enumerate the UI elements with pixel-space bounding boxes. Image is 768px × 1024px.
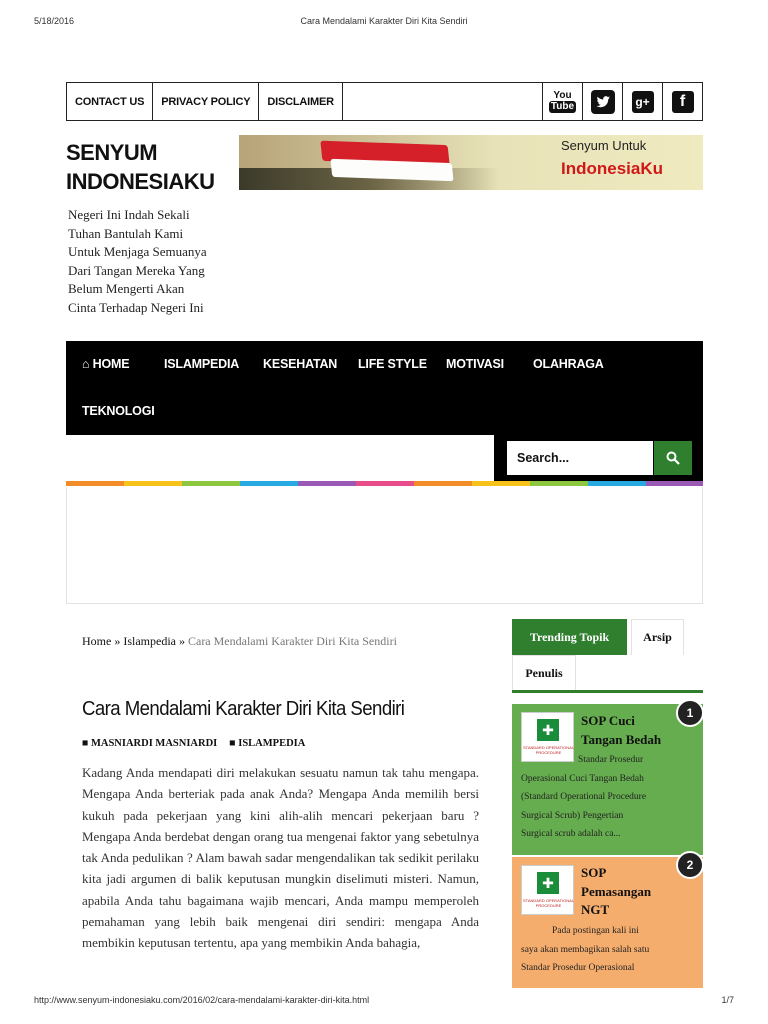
- trending-item[interactable]: [512, 857, 703, 988]
- user-icon: ■: [82, 738, 89, 749]
- tab-trending-topik[interactable]: Trending Topik: [512, 619, 627, 655]
- print-url: http://www.senyum-indonesiaku.com/2016/02/cara-mendalami-karakter-diri-kita.html: [34, 995, 370, 1005]
- twitter-icon: [591, 90, 615, 114]
- trending-excerpt: Pada postingan kali ini saya akan membagikan salah satu Standar Prosedur Operasional: [521, 926, 650, 973]
- trending-rank-badge: 1: [676, 699, 704, 727]
- trending-rank-badge: 2: [676, 851, 704, 879]
- nav-teknologi[interactable]: TEKNOLOGI: [82, 404, 155, 418]
- trending-thumbnail: ✚ STANDARD OPERATIONAL PROCEDURE: [521, 865, 574, 915]
- google-plus-button[interactable]: [622, 83, 662, 120]
- search-icon: [666, 451, 680, 465]
- emergency-sign-icon: ✚: [537, 719, 559, 741]
- nav-islampedia[interactable]: ISLAMPEDIA: [164, 357, 240, 371]
- tab-arsip[interactable]: Arsip: [631, 619, 684, 655]
- trending-title[interactable]: SOP Cuci Tangan Bedah: [581, 713, 662, 747]
- main-nav: [66, 341, 703, 435]
- facebook-button[interactable]: [662, 83, 702, 120]
- search-input[interactable]: Search...: [507, 441, 653, 475]
- home-icon: ⌂: [82, 357, 90, 371]
- post-category[interactable]: ■ ISLAMPEDIA: [229, 738, 306, 749]
- privacy-policy-link[interactable]: PRIVACY POLICY: [153, 83, 259, 120]
- rainbow-divider: [66, 481, 703, 486]
- trending-item[interactable]: [512, 704, 703, 855]
- social-links: [542, 83, 702, 120]
- nav-motivasi[interactable]: MOTIVASI: [446, 357, 504, 371]
- trending-excerpt: Standar Prosedur Operasional Cuci Tangan Bedah (Standard Operational Procedure Surgical Scrub) Pengertian Surgical scrub adalah ca...: [521, 755, 647, 839]
- trending-title[interactable]: SOP Pemasangan NGT: [581, 865, 652, 917]
- google-plus-icon: g+: [632, 91, 654, 113]
- site-tagline: Negeri Ini Indah Sekali Tuhan Bantulah Kami Untuk Menjaga Semuanya Dari Tangan Mereka Yang Belum Mengerti Akan Cinta Terhadap Negeri Ini: [68, 207, 207, 315]
- banner-text-line2: IndonesiaKu: [561, 159, 664, 178]
- contact-us-link[interactable]: CONTACT US: [67, 83, 153, 120]
- post-meta: [82, 738, 305, 749]
- search-button[interactable]: [654, 441, 692, 475]
- youtube-icon: You Tube: [550, 89, 575, 112]
- tab-underline: [512, 690, 703, 693]
- header-banner[interactable]: [239, 135, 703, 190]
- breadcrumb: Home » Islampedia » Cara Mendalami Karakter Diri Kita Sendiri: [82, 634, 397, 648]
- print-date: 5/18/2016: [34, 16, 75, 26]
- folder-icon: ■: [229, 738, 236, 749]
- breadcrumb-category[interactable]: Islampedia: [123, 634, 176, 648]
- site-title[interactable]: SENYUM INDONESIAKU: [66, 140, 215, 194]
- twitter-button[interactable]: [582, 83, 622, 120]
- print-title: Cara Mendalami Karakter Diri Kita Sendiri: [300, 16, 468, 26]
- emergency-sign-icon: ✚: [537, 872, 559, 894]
- nav-olahraga[interactable]: OLAHRAGA: [533, 357, 604, 371]
- post-author[interactable]: ■ MASNIARDI MASNIARDI: [82, 738, 218, 749]
- nav-home[interactable]: ⌂ HOME: [82, 357, 130, 371]
- disclaimer-link[interactable]: DISCLAIMER: [259, 83, 342, 120]
- top-bar: [66, 82, 703, 121]
- breadcrumb-current: Cara Mendalami Karakter Diri Kita Sendiri: [187, 634, 397, 648]
- breadcrumb-home[interactable]: Home: [82, 634, 112, 648]
- trending-thumbnail: ✚ STANDARD OPERATIONAL PROCEDURE: [521, 712, 574, 762]
- tab-penulis[interactable]: Penulis: [512, 655, 576, 690]
- ad-space: [66, 487, 703, 604]
- banner-text-line1: Senyum Untuk: [561, 138, 647, 153]
- facebook-icon: f: [672, 91, 694, 113]
- nav-life-style[interactable]: LIFE STYLE: [358, 357, 427, 371]
- post-title: Cara Mendalami Karakter Diri Kita Sendiri: [82, 698, 405, 720]
- youtube-button[interactable]: [542, 83, 582, 120]
- post-body: Kadang Anda mendapati diri melakukan sesuatu namun tak tahu mengapa. Mengapa Anda berteriak pada anak Anda? Mengapa Anda memilih bersi kukuh pada pekerjaan yang kini alih-alih mencari pekerjaan baru ? Mengapa Anda berdebat dengan orang tua mengenai faktor yang sebetulnya tak Anda pedulikan ? Alam bawah sadar mengendalikan tak sedikit perilaku kita jadi argumen di balik keputusan mungkin diselimuti misteri. Namun, apabila Anda tahu bagaimana wajib mencari, Anda mampu memperoleh pemahaman yang lebih baik mengenai diri sendiri: mengapa Anda membikin keputusan tertentu, apa yang membikin Anda bahagia,: [82, 765, 479, 951]
- nav-kesehatan[interactable]: KESEHATAN: [263, 357, 338, 371]
- print-page-number: 1/7: [721, 995, 734, 1005]
